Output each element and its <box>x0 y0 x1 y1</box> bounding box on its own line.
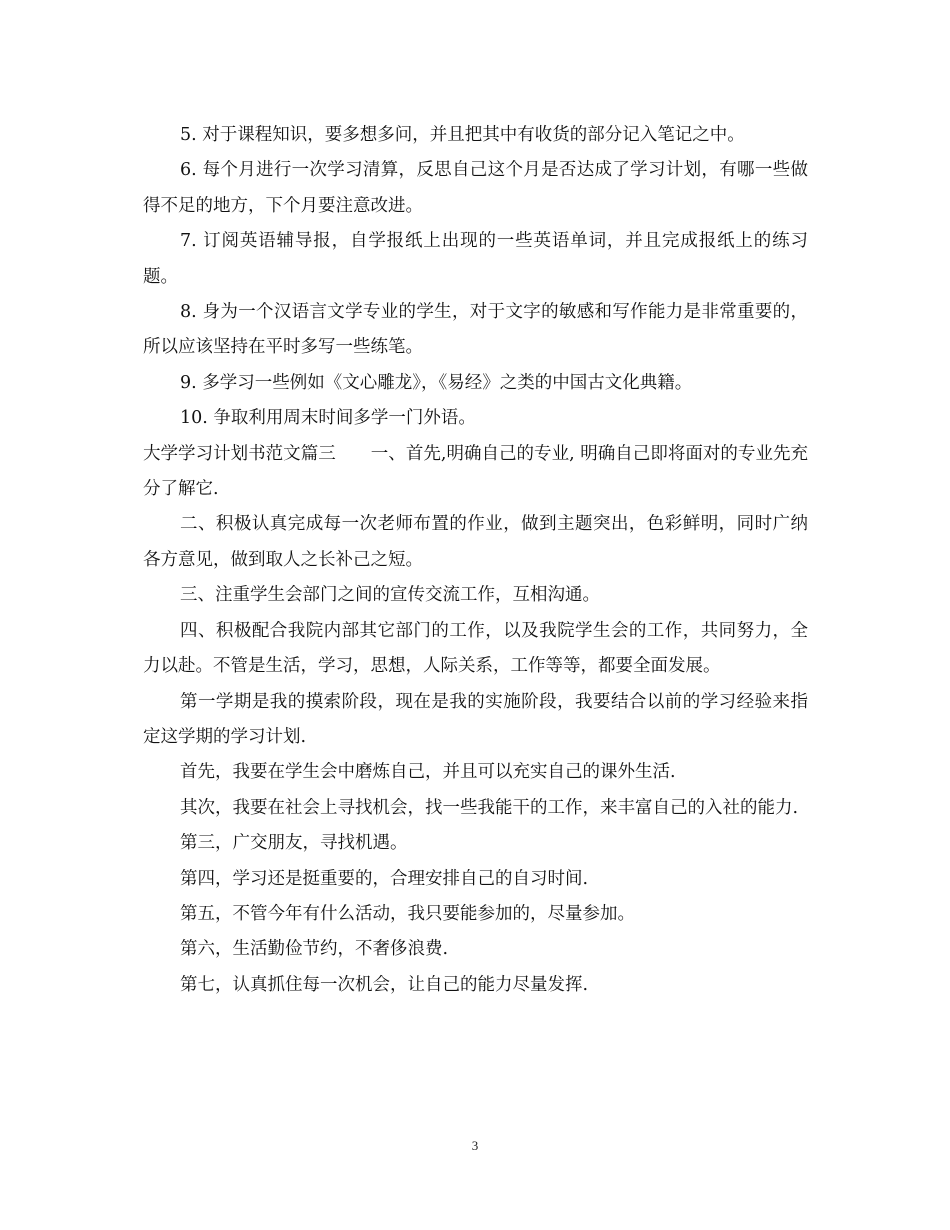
paragraph-item-8: 8. 身为一个汉语言文学专业的学生，对于文字的敏感和写作能力是非常重要的，所以应该坚持在平时多写一些练笔。 <box>143 302 808 358</box>
paragraph-point-4: 四、积极配合我院内部其它部门的工作，以及我院学生会的工作，共同努力，全力以赴。不管是生活，学习，思想，人际关系，工作等等，都要全面发展。 <box>143 620 808 677</box>
paragraph-item-9: 9. 多学习一些例如《文心雕龙》，《易经》之类的中国古文化典籍。 <box>180 372 693 393</box>
document-body <box>143 118 808 1003</box>
paragraph-item-6: 6. 每个月进行一次学习清算，反思自己这个月是否达成了学习计划，有哪一些做得不足的地方，下个月要注意改进。 <box>143 160 808 216</box>
paragraph-point-2: 二、积极认真完成每一次老师布置的作业，做到主题突出，色彩鲜明，同时广纳各方意见，做到取人之长补己之短。 <box>143 514 808 570</box>
section-heading-paragraph: 大学学习计划书范文篇三 一、首先,明确自己的专业, 明确自己即将面对的专业先充分了解它. <box>143 443 808 500</box>
paragraph-first: 首先，我要在学生会中磨炼自己，并且可以充实自己的课外生活. <box>180 762 676 783</box>
paragraph-item-7: 7. 订阅英语辅导报，自学报纸上出现的一些英语单词，并且完成报纸上的练习题。 <box>143 231 808 287</box>
paragraph-item-10: 10. 争取利用周末时间多学一门外语。 <box>180 408 476 429</box>
page-number: 3 <box>471 1138 479 1153</box>
paragraph-seventh: 第七，认真抓住每一次机会，让自己的能力尽量发挥. <box>180 974 589 995</box>
paragraph-semester-intro: 第一学期是我的摸索阶段，现在是我的实施阶段，我要结合以前的学习经验来指定这学期的学习计划. <box>143 691 808 747</box>
paragraph-fourth: 第四，学习还是挺重要的，合理安排自己的自习时间. <box>180 868 589 889</box>
paragraph-third: 第三，广交朋友，寻找机遇。 <box>180 833 408 854</box>
paragraph-sixth: 第六，生活勤俭节约，不奢侈浪费. <box>180 939 449 960</box>
paragraph-fifth: 第五，不管今年有什么活动，我只要能参加的，尽量参加。 <box>180 903 635 924</box>
paragraph-point-3: 三、注重学生会部门之间的宣传交流工作，互相沟通。 <box>180 585 600 606</box>
paragraph-second: 其次，我要在社会上寻找机会，找一些我能干的工作，来丰富自己的入社的能力. <box>180 797 799 818</box>
paragraph-item-5: 5. 对于课程知识，要多想多问，并且把其中有收货的部分记入笔记之中。 <box>180 125 745 145</box>
